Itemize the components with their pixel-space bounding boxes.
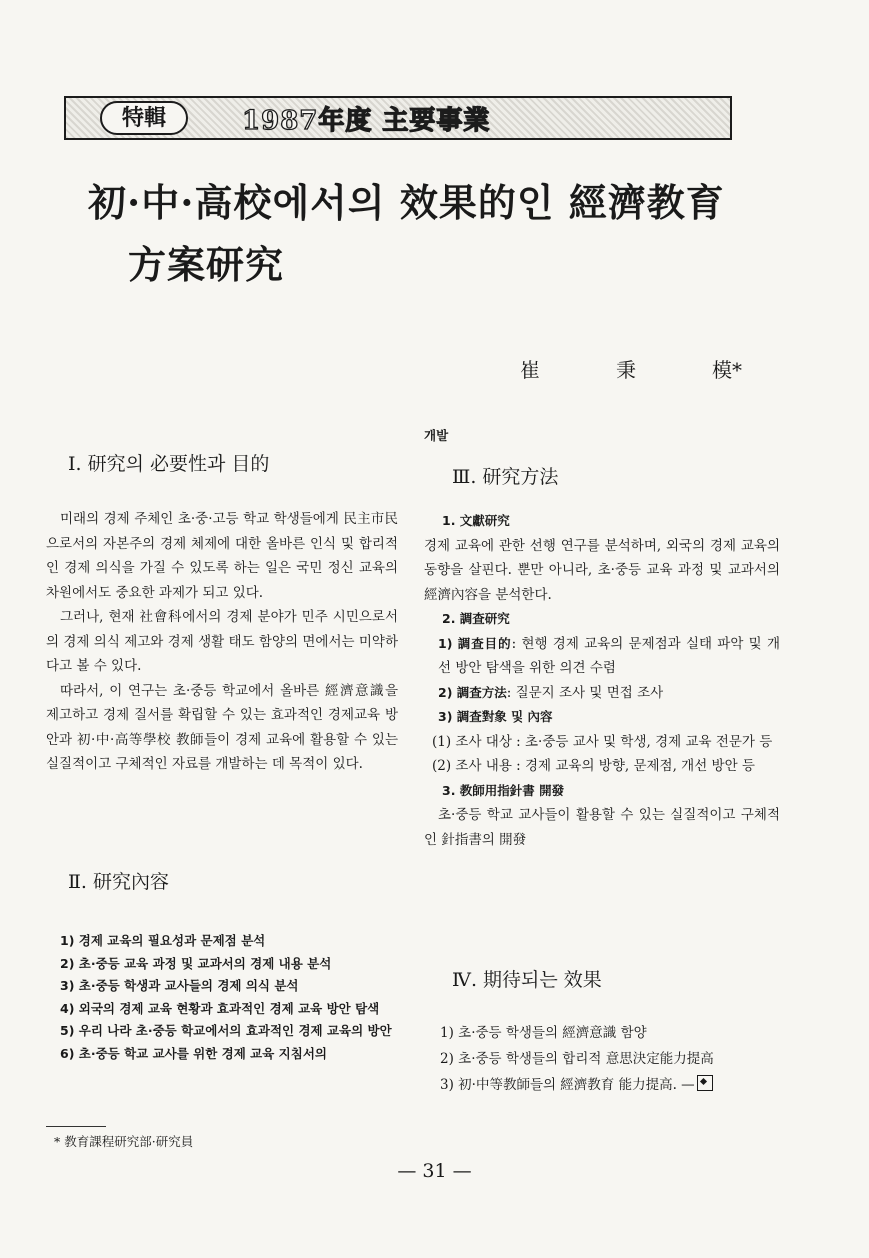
list-item-text: 3) 初·中等教師들의 經濟教育 能力提高. — (440, 1077, 695, 1093)
paragraph: 그러나, 현재 社會科에서의 경제 분야가 민주 시민으로서의 경제 의식 제고와 경제 생활 태도 함양의 면에서는 미약하다고 볼 수 있다. (46, 609, 398, 674)
paragraph: 따라서, 이 연구는 초·중등 학교에서 올바른 經濟意識을 제고하고 경제 질서를 확립할 수 있는 효과적인 경제교육 방안과 初·中·高等學校 教師들이 경제 교육에 활용할 수 있는 실질적이고 구체적인 자료를 개발하는 데 목적이 있다. (46, 682, 398, 772)
banner-title: 1987年度 主要事業 (242, 105, 491, 136)
section2-list (46, 930, 398, 1065)
section2-heading: Ⅱ. 研究內容 (68, 871, 169, 893)
footnote: * 教育課程研究部·研究員 (54, 1134, 194, 1149)
article-title (88, 172, 725, 296)
list-item: 1) 초·중등 학생들의 經濟意識 함양 (440, 1025, 647, 1041)
special-feature-banner (64, 96, 732, 140)
author-name-part: 崔 (520, 358, 540, 382)
list-item: 4) 외국의 경제 교육 현황과 효과적인 경제 교육 방안 탐색 (60, 1000, 380, 1016)
method2-subject-a: (1) 조사 대상 : 초·중등 교사 및 학생, 경제 교육 전문가 등 (432, 733, 773, 750)
banner-tag: 特輯 (100, 101, 188, 135)
footnote-divider (46, 1126, 106, 1127)
purpose-text: : 현행 경제 교육의 문제점과 실태 파악 및 개선 방안 탐색을 위한 의견 수렴 (438, 635, 781, 676)
method2-subject-label: 3) 調查對象 및 內容 (438, 709, 553, 724)
paragraph: 미래의 경제 주체인 초·중·고등 학교 학생들에게 民主市民으로서의 자본주의 경제 체제에 대한 올바른 인식 및 합리적인 경제 의식을 가질 수 있도록 하는 일은 국민 정신 교육의 차원에서도 중요한 과제가 되고 있다. (46, 511, 398, 601)
method3-title: 3. 教師用指針書 開發 (442, 782, 565, 798)
list-item: 3) 초·중등 학생과 교사들의 경제 의식 분석 (60, 978, 299, 993)
author-name-part: 模* (712, 358, 742, 382)
method3-text: 초·중등 학교 교사들이 활용할 수 있는 실질적이고 구체적인 針指書의 開發 (424, 807, 780, 848)
list-item: 6) 초·중등 학교 교사를 위한 경제 교육 지침서의 (60, 1045, 327, 1061)
author-name (520, 354, 742, 383)
section3-heading: Ⅲ. 研究方法 (452, 466, 559, 488)
method2-title: 2. 調查研究 (442, 611, 510, 626)
continued-text: 개발 (424, 428, 449, 443)
purpose-label: 1) 調查目的 (438, 635, 512, 651)
end-mark-icon (697, 1075, 713, 1091)
method1-text: 경제 교육에 관한 선행 연구를 분석하며, 외국의 경제 교육의 동향을 살핀다. 뿐만 아니라, 초·중등 교육 과정 및 교과서의 經濟內容을 분석한다. (424, 537, 780, 603)
section3-body (424, 509, 780, 852)
list-item: 2) 초·중등 학생들의 합리적 意思決定能力提高 (440, 1051, 714, 1067)
section1-heading: Ⅰ. 研究의 必要性과 目的 (68, 453, 270, 475)
article-title-line1: 初·中·高校에서의 效果的인 經濟教育 (88, 180, 725, 225)
section1-body (46, 507, 398, 777)
list-item: 1) 경제 교육의 필요성과 문제점 분석 (60, 933, 266, 948)
method-text: : 질문지 조사 및 면접 조사 (506, 684, 664, 701)
list-item: 5) 우리 나라 초·중등 학교에서의 효과적인 경제 교육의 방안 (60, 1023, 392, 1038)
section4-list (424, 1020, 780, 1098)
method2-method (424, 681, 780, 706)
list-item (424, 1072, 780, 1098)
page-number: — 31 — (397, 1160, 472, 1182)
method-label: 2) 調查方法 (438, 684, 507, 700)
article-title-line2: 方案研究 (128, 242, 285, 287)
author-name-part: 秉 (616, 358, 636, 382)
method2-subject-b: (2) 조사 내용 : 경제 교육의 방향, 문제점, 개선 방안 등 (432, 758, 755, 774)
list-item: 2) 초·중등 교육 과정 및 교과서의 경제 내용 분석 (60, 955, 332, 971)
method1-title: 1. 文獻研究 (442, 513, 510, 528)
method2-purpose (424, 632, 780, 681)
section4-heading: Ⅳ. 期待되는 效果 (452, 969, 602, 991)
